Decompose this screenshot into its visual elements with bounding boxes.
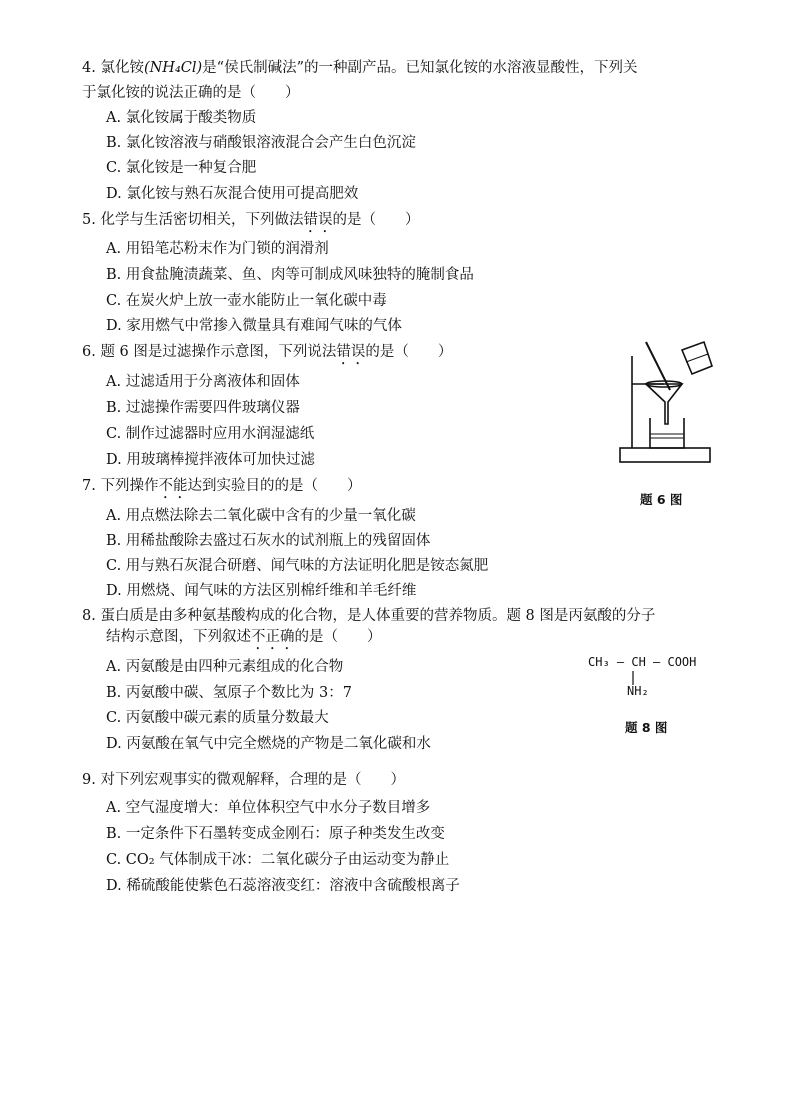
q5-option-a: A. 用铅笔芯粉末作为门锁的润滑剂 [106,241,329,257]
q9-stem: 9. 对下列宏观事实的微观解释，合理的是（ ） [82,772,405,788]
filtration-apparatus-figure [612,338,722,470]
q9-option-d: D. 稀硫酸能使紫色石蕊溶液变红：溶液中含硫酸根离子 [106,878,460,894]
q9-option-c: C. CO₂ 气体制成干冰：二氧化碳分子由运动变为静止 [106,852,450,868]
q5-stem-text-a: 5. 化学与生活密切相关，下列做法 [82,212,304,228]
q6-stem-emphasis: 错误 [336,344,366,360]
q5-option-d: D. 家用燃气中常掺入微量具有难闻气味的气体 [106,318,402,334]
q8-stem-line2 [106,627,382,653]
q7-stem [82,476,361,502]
q8-option-d: D. 丙氨酸在氧气中完全燃烧的产物是二氧化碳和水 [106,736,431,752]
q7-option-c: C. 用与熟石灰混合研磨、闻气味的方法证明化肥是铵态氮肥 [106,558,489,574]
q9-option-a: A. 空气湿度增大：单位体积空气中水分子数目增多 [106,800,431,816]
q4-option-a: A. 氯化铵属于酸类物质 [106,110,257,126]
figure-8-caption: 题 8 图 [625,720,668,735]
q6-option-d: D. 用玻璃棒搅拌液体可加快过滤 [106,452,315,468]
q4-stem-line2: 于氯化铵的说法正确的是（ ） [82,85,300,101]
q5-stem [82,210,419,236]
beaker [650,418,684,448]
q8-stem-text-b: 的是（ ） [294,629,382,645]
funnel [646,384,682,424]
q5-option-b: B. 用食盐腌渍蔬菜、鱼、肉等可制成风味独特的腌制食品 [106,267,474,283]
q5-stem-emphasis: 错误 [303,212,333,228]
q8-stem-line1: 8. 蛋白质是由多种氨基酸构成的化合物，是人体重要的营养物质。题 8 图是丙氨酸的分子 [82,608,656,624]
q4-stem-text-b: 是“侯氏制碱法”的一种副产品。已知氯化铵的水溶液显酸性，下列关 [202,60,638,76]
q4-stem-text-a: 4. 氯化铵 [82,60,144,76]
q5-option-c: C. 在炭火炉上放一壶水能防止一氧化碳中毒 [106,293,387,309]
stand-base [620,448,710,462]
q7-option-b: B. 用稀盐酸除去盛过石灰水的试剂瓶上的残留固体 [106,533,431,549]
q6-option-c: C. 制作过滤器时应用水润湿滤纸 [106,426,315,442]
q7-option-d: D. 用燃烧、闻气味的方法区别棉纤维和羊毛纤维 [106,583,417,599]
q6-stem-text-b: 的是（ ） [365,344,453,360]
q4-option-b: B. 氯化铵溶液与硝酸银溶液混合会产生白色沉淀 [106,135,416,151]
q5-stem-text-b: 的是（ ） [332,212,420,228]
figure-6-caption: 题 6 图 [640,492,683,507]
alanine-bond-line [631,671,635,685]
q6-option-b: B. 过滤操作需要四件玻璃仪器 [106,400,300,416]
q9-option-b: B. 一定条件下石墨转变成金刚石：原子种类发生改变 [106,826,445,842]
q8-option-b: B. 丙氨酸中碳、氢原子个数比为 3：7 [106,685,352,701]
q4-formula: (NH₄Cl) [143,60,203,76]
q6-stem-text-a: 6. 题 6 图是过滤操作示意图，下列说法 [82,344,337,360]
q8-option-a: A. 丙氨酸是由四种元素组成的化合物 [106,659,344,675]
q8-stem-text-a: 结构示意图，下列叙述 [106,629,251,645]
q8-option-c: C. 丙氨酸中碳元素的质量分数最大 [106,710,329,726]
alanine-formula-top: CH₃ — CH — COOH [588,655,697,669]
q7-stem-text-b: 达到实验目的的是（ ） [187,478,362,494]
alanine-formula-bottom: NH₂ [627,684,649,698]
q7-option-a: A. 用点燃法除去二氧化碳中含有的少量一氧化碳 [106,508,416,524]
q4-option-c: C. 氯化铵是一种复合肥 [106,160,257,176]
q4-stem-line1 [82,58,637,78]
q7-stem-emphasis: 不能 [158,478,188,494]
q4-option-d: D. 氯化铵与熟石灰混合使用可提高肥效 [106,186,359,202]
q7-stem-text-a: 7. 下列操作 [82,478,159,494]
q6-stem [82,342,452,368]
q6-option-a: A. 过滤适用于分离液体和固体 [106,374,300,390]
q8-stem-emphasis: 不正确 [251,629,295,645]
